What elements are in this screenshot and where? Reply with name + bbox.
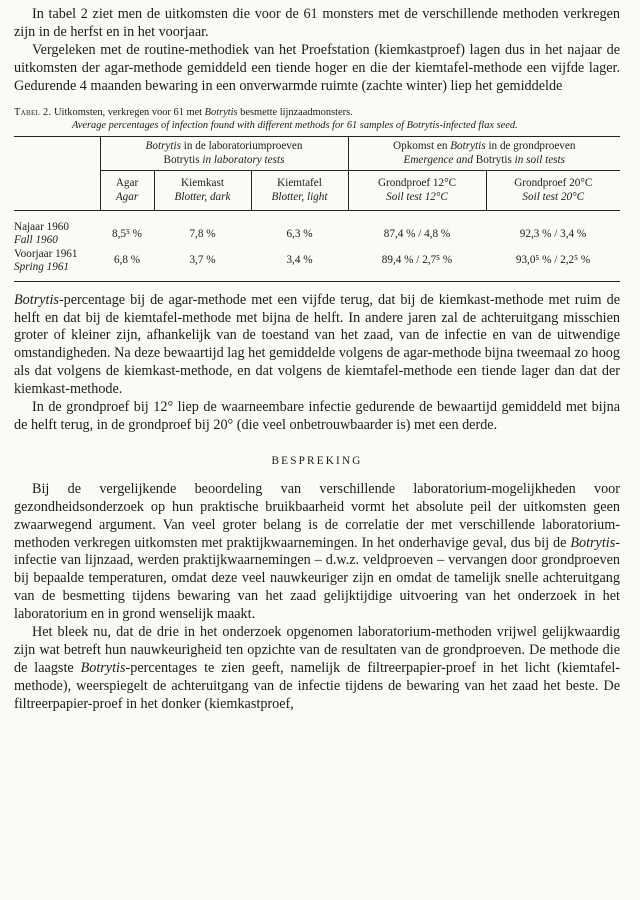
table-cell: 89,4 % / 2,7⁵ %	[348, 248, 486, 281]
caption-nl-pre: Uitkomsten, verkregen voor 61 met	[54, 106, 205, 118]
caption-nl-italic: Botrytis	[204, 106, 238, 118]
group-lab-nl-italic: Botrytis	[145, 140, 181, 153]
after-table-paragraph-1: Botrytis-percentage bij de agar-methode met een vijfde terug, dat bij de kiemkast-methode met ruim de helft en dat bij de kiemtafel-methode met bijna de helft. In andere jaren zal de achteruitgang misschien groter of kleiner zijn, afhankelijk van de toestand van het zaad, van de infectie en van de uitwendige omstandigheden. Na deze bewaartijd lag het gemiddelde volgens de agar-methode bijna tweemaal zo hoog als dat volgens de kiemkast-methode, en dat volgens de kiemtafel-methode een tiende lager dan dat der kiemkast-methode.	[14, 291, 620, 398]
caption-nl-post: besmette lijnzaadmonsters.	[237, 106, 353, 118]
table-row	[14, 248, 620, 281]
group-lab-en-pre: Botrytis	[163, 153, 200, 166]
table-cell: 93,0⁵ % / 2,2⁵ %	[486, 248, 620, 281]
group-soil-en-upright: Botrytis	[475, 153, 512, 166]
table-cell: 6,8 %	[100, 248, 154, 281]
corner-cell	[14, 137, 100, 171]
column-header-kiemtafel: Kiemtafel Blotter, light	[251, 171, 348, 211]
after-table-paragraph-2: In de grondproef bij 12° liep de waarneembare infectie gedurende de bewaartijd gemiddeld met bijna de helft terug, in de grondproef bij 20° (die veel onbetrouwbaarder is) met een derde.	[14, 399, 620, 433]
table-cell: 87,4 % / 4,8 %	[383, 227, 451, 240]
group-header-laboratory	[100, 137, 348, 171]
corner-cell-2	[14, 171, 100, 211]
table-cell: 92,3 % / 3,4 %	[519, 227, 587, 240]
table-caption-english: Average percentages of infection found with different methods for 61 samples of Botrytis-infected flax seed.	[72, 119, 518, 131]
group-soil-nl-pre: Opkomst en	[393, 140, 451, 153]
row-label: Voorjaar 1961 Spring 1961	[14, 248, 100, 281]
table-column-header-row	[14, 171, 620, 211]
column-header-soil-12: Grondproef 12°C Soil test 12°C	[348, 171, 486, 211]
group-lab-nl-post: in de laboratoriumproeven	[180, 140, 303, 153]
group-soil-nl-post: in de grondproeven	[485, 140, 576, 153]
table-cell: 8,5⁵ %	[111, 227, 142, 240]
table-group-header-row	[14, 137, 620, 171]
section-heading: BESPREKING	[271, 454, 363, 467]
column-header-soil-20: Grondproef 20°C Soil test 20°C	[486, 171, 620, 211]
intro-paragraph-2: Vergeleken met de routine-methodiek van het Proefstation (kiemkastproef) lagen dus in het najaar de uitkomsten der agar-methode gemiddeld een tiende hoger en die der kiemtafel-methode een vijfde lager. Gedurende 4 maanden bewaring in een onverwarmde ruimte (zachte winter) liep het gemiddelde	[14, 41, 620, 94]
table-cell: 7,8 %	[189, 227, 216, 240]
row-label: Najaar 1960 Fall 1960	[14, 220, 69, 247]
group-header-soil	[348, 137, 620, 171]
table-cell: 3,7 %	[154, 248, 251, 281]
results-table	[14, 136, 620, 281]
column-header-kiemkast: Kiemkast Blotter, dark	[154, 171, 251, 211]
intro-paragraph-1: In tabel 2 ziet men de uitkomsten die voor de 61 monsters met de verschillende methoden verkregen zijn in de herfst en in het voorjaar.	[14, 6, 620, 40]
discussion-paragraph-2: Het bleek nu, dat de drie in het onderzoek opgenomen laboratorium-methoden vrijwel gelijkwaardig zijn wat betreft hun nauwkeurigheid ten opzichte van de resultaten van de grondproeven. De methode die de laagste Botrytis-percentages te zien geeft, namelijk de filtreerpapier-proef in het licht (kiemtafel-methode), weerspiegelt de achteruitgang van de infectie tijdens de bewaring van het zaad het beste. De filtreerpapier-proef in het donker (kiemkastproef,	[14, 624, 620, 712]
table-caption-dutch	[14, 106, 620, 119]
group-lab-en-post: in laboratory tests	[199, 153, 285, 166]
table-caption	[14, 106, 620, 133]
group-soil-en-post: in soil tests	[511, 153, 565, 166]
column-header-agar: Agar Agar	[100, 171, 154, 211]
group-soil-nl-italic: Botrytis	[450, 140, 486, 153]
group-soil-en-pre: Emergence and	[403, 153, 476, 166]
discussion-paragraph-1: Bij de vergelijkende beoordeling van verschillende laboratorium-mogelijkheden voor gezondheidsonderzoek op hun praktische bruikbaarheid vormt het absolute peil der uitkomsten geen zwaarwegend argument. Van veel groter belang is de correlatie der met verschillende laboratorium-methoden verkregen uitkomsten met praktijkwaarnemingen. In het onderhavige geval, dus bij de Botrytis-infectie van lijnzaad, werden praktijkwaarnemingen – d.w.z. veldproeven – vervangen door grondproeven bij bepaalde temperaturen, omdat deze veel nauwkeuriger zijn en omdat de tamelijk snelle achteruitgang van de besmetting tijdens bewaring van het zaad gelijktijdige uitvoering van het onderzoek in het laboratorium en in grond wenselijk maakt.	[14, 480, 620, 623]
table-row	[14, 221, 620, 248]
table-cell: 6,3 %	[286, 227, 313, 240]
table-cell: 3,4 %	[251, 248, 348, 281]
table-label: Tabel 2.	[14, 106, 52, 118]
